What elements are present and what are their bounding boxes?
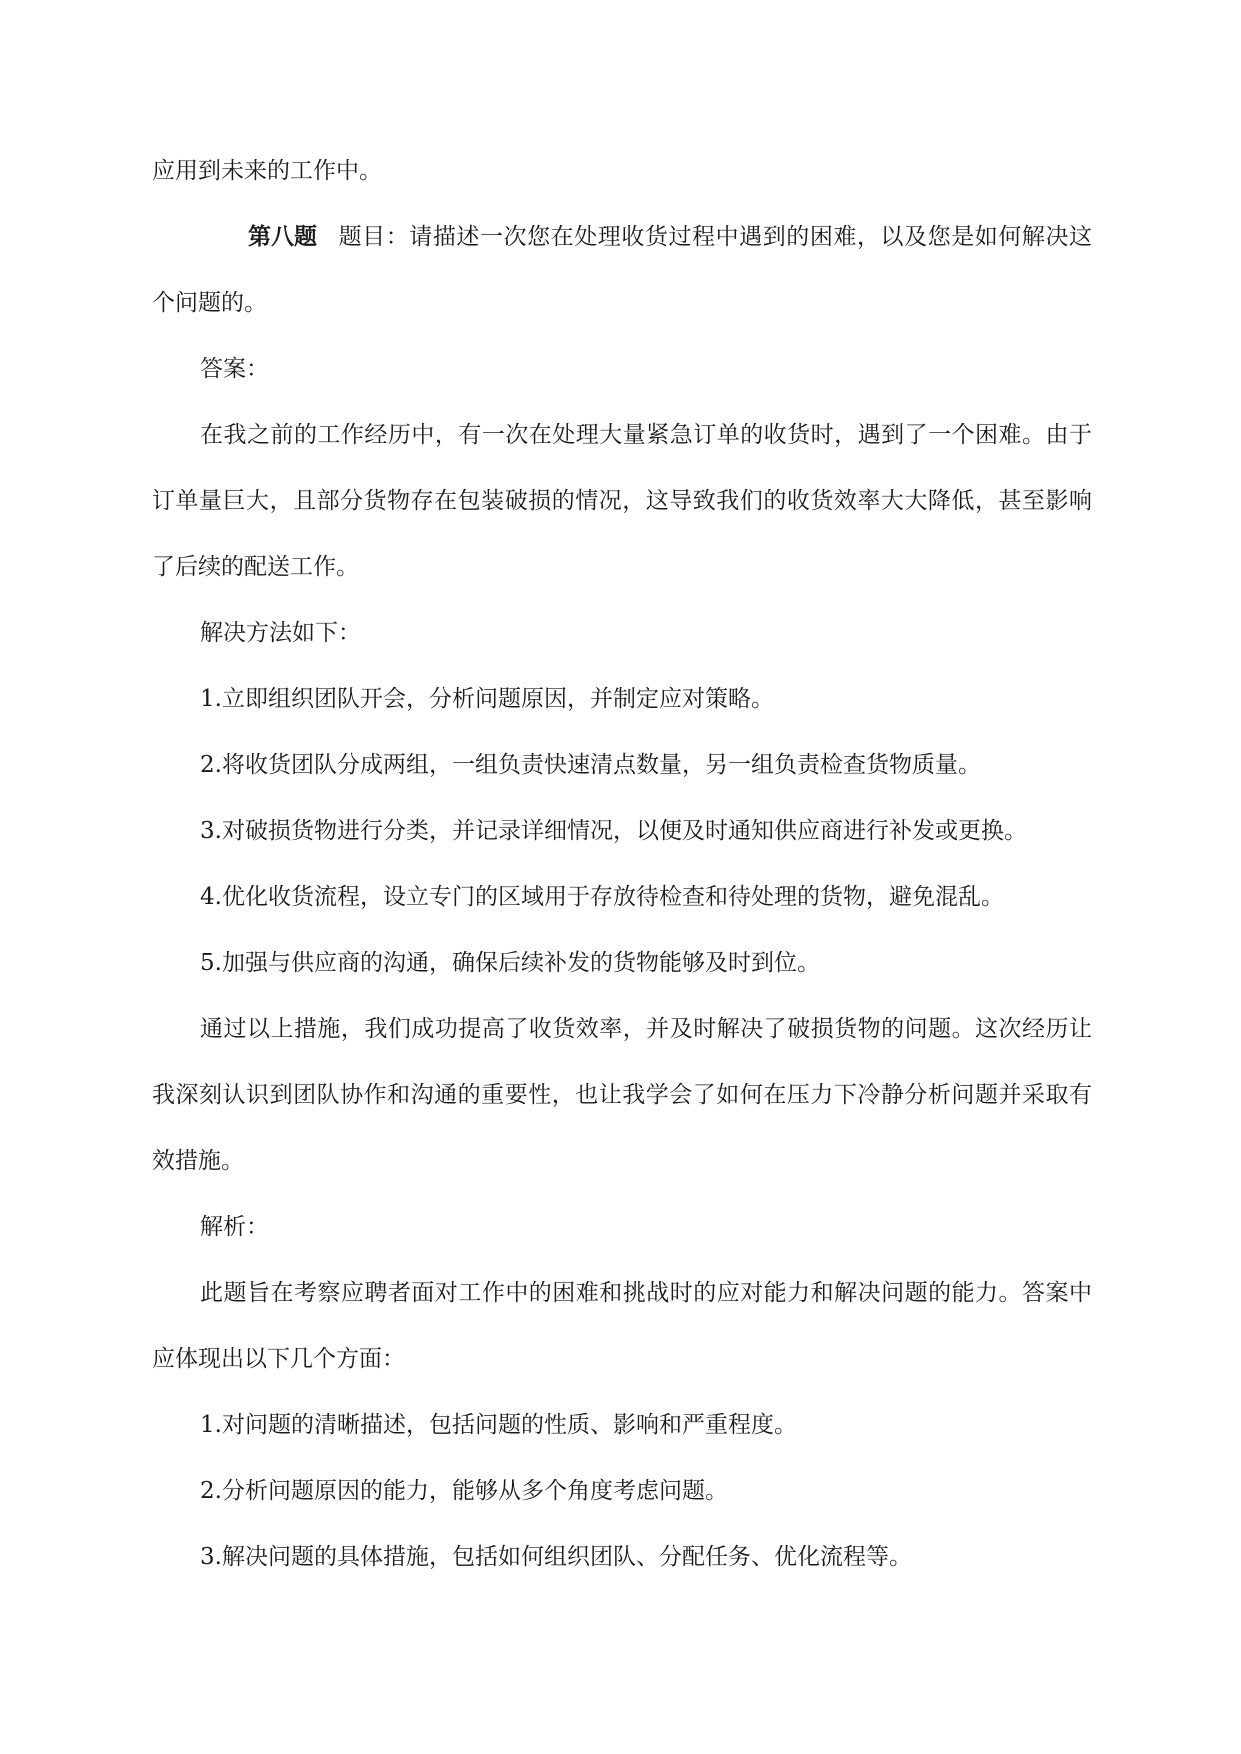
analysis-point-3: 3.解决问题的具体措施，包括如何组织团队、分配任务、优化流程等。 [200, 1544, 912, 1570]
analysis-point-2: 2.分析问题原因的能力，能够从多个角度考虑问题。 [200, 1478, 728, 1504]
question-paragraph [152, 204, 1092, 336]
solution-step-2: 2.将收货团队分成两组，一组负责快速清点数量，另一组负责检查货物质量。 [200, 752, 981, 778]
answer-intro: 在我之前的工作经历中，有一次在处理大量紧急订单的收货时，遇到了一个困难。由于订单量巨大，且部分货物存在包装破损的情况，这导致我们的收货效率大大降低，甚至影响了后续的配送工作。 [152, 422, 1092, 580]
question-number: 第八题 [248, 223, 317, 250]
analysis-point-1: 1.对问题的清晰描述，包括问题的性质、影响和严重程度。 [200, 1412, 797, 1438]
question-text: 题目：请描述一次您在处理收货过程中遇到的困难，以及您是如何解决这个问题的。 [152, 224, 1092, 316]
solution-label: 解决方法如下： [200, 620, 361, 646]
solution-step-1: 1.立即组织团队开会，分析问题原因，并制定应对策略。 [200, 686, 774, 712]
continuation-text: 应用到未来的工作中。 [152, 158, 382, 184]
solution-step-4: 4.优化收货流程，设立专门的区域用于存放待检查和待处理的货物，避免混乱。 [200, 884, 1004, 910]
solution-step-5: 5.加强与供应商的沟通，确保后续补发的货物能够及时到位。 [200, 950, 820, 976]
solution-step-3: 3.对破损货物进行分类，并记录详细情况，以便及时通知供应商进行补发或更换。 [200, 818, 1027, 844]
document-page [152, 138, 1092, 1590]
answer-label: 答案： [200, 356, 269, 382]
analysis-intro: 此题旨在考察应聘者面对工作中的困难和挑战时的应对能力和解决问题的能力。答案中应体现出以下几个方面： [152, 1280, 1092, 1372]
analysis-label: 解析： [200, 1214, 269, 1240]
answer-conclusion: 通过以上措施，我们成功提高了收货效率，并及时解决了破损货物的问题。这次经历让我深刻认识到团队协作和沟通的重要性，也让我学会了如何在压力下冷静分析问题并采取有效措施。 [152, 1016, 1092, 1174]
